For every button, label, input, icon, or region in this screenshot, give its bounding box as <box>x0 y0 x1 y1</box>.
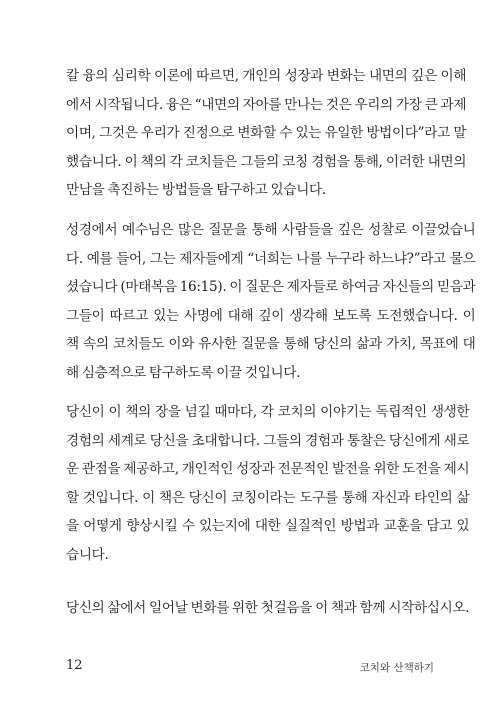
text-line: 셨습니다 (마태복음 16:15). 이 질문은 제자들로 하여금 자신들의 믿음과 <box>66 279 476 296</box>
text-line: 다. 예를 들어, 그는 제자들에게 “너희는 나를 누구라 하느냐?”라고 물으 <box>66 250 476 267</box>
text-line: 그들이 따르고 있는 사명에 대해 깊이 생각해 보도록 도전했습니다. 이 <box>66 307 476 324</box>
text-line: 할 것입니다. 이 책은 당신이 코칭이라는 도구를 통해 자신과 타인의 삶 <box>66 489 470 506</box>
paragraph-jung <box>66 62 466 205</box>
paragraph-jesus <box>66 216 476 388</box>
page-number: 12 <box>66 658 83 673</box>
paragraph-closing <box>66 594 469 623</box>
text-line: 해 심층적으로 탐구하도록 이끌 것입니다. <box>66 364 301 381</box>
text-line: 칼 융의 심리학 이론에 따르면, 개인의 성장과 변화는 내면의 깊은 이해 <box>66 68 467 84</box>
text-line: 당신의 삶에서 일어날 변화를 위한 첫걸음을 이 책과 함께 시작하십시오. <box>66 600 470 616</box>
text-line: 경험의 세계로 당신을 초대합니다. 그들의 경험과 통찰은 당신에게 새로 <box>66 432 470 449</box>
text-line: 했습니다. 이 책의 각 코치들은 그들의 코칭 경험을 통해, 이러한 내면의 <box>66 153 467 170</box>
text-line: 운 관점을 제공하고, 개인적인 성장과 전문적인 발전을 위한 도전을 제시 <box>66 461 470 478</box>
paragraph-invitation <box>66 398 469 570</box>
text-line: 이며, 그것은 우리가 진정으로 변화할 수 있는 유일한 방법이다”라고 말 <box>66 125 467 142</box>
text-line: 당신이 이 책의 장을 넘길 때마다, 각 코치의 이야기는 독립적인 생생한 <box>66 404 470 420</box>
text-line: 습니다. <box>66 546 109 563</box>
text-line: 에서 시작됩니다. 융은 “내면의 자아를 만나는 것은 우리의 가장 큰 과제 <box>66 96 467 113</box>
text-line: 을 어떻게 향상시킬 수 있는지에 대한 실질적인 방법과 교훈을 담고 있 <box>66 518 470 535</box>
text-line: 책 속의 코치들도 이와 유사한 질문을 통해 당신의 삶과 가치, 목표에 대 <box>66 336 476 353</box>
text-line: 성경에서 예수님은 많은 질문을 통해 사람들을 깊은 성찰로 이끌었습니 <box>66 222 476 238</box>
running-footer-title: 코치와 산책하기 <box>359 662 434 674</box>
text-line: 만남을 촉진하는 방법들을 탐구하고 있습니다. <box>66 182 326 199</box>
